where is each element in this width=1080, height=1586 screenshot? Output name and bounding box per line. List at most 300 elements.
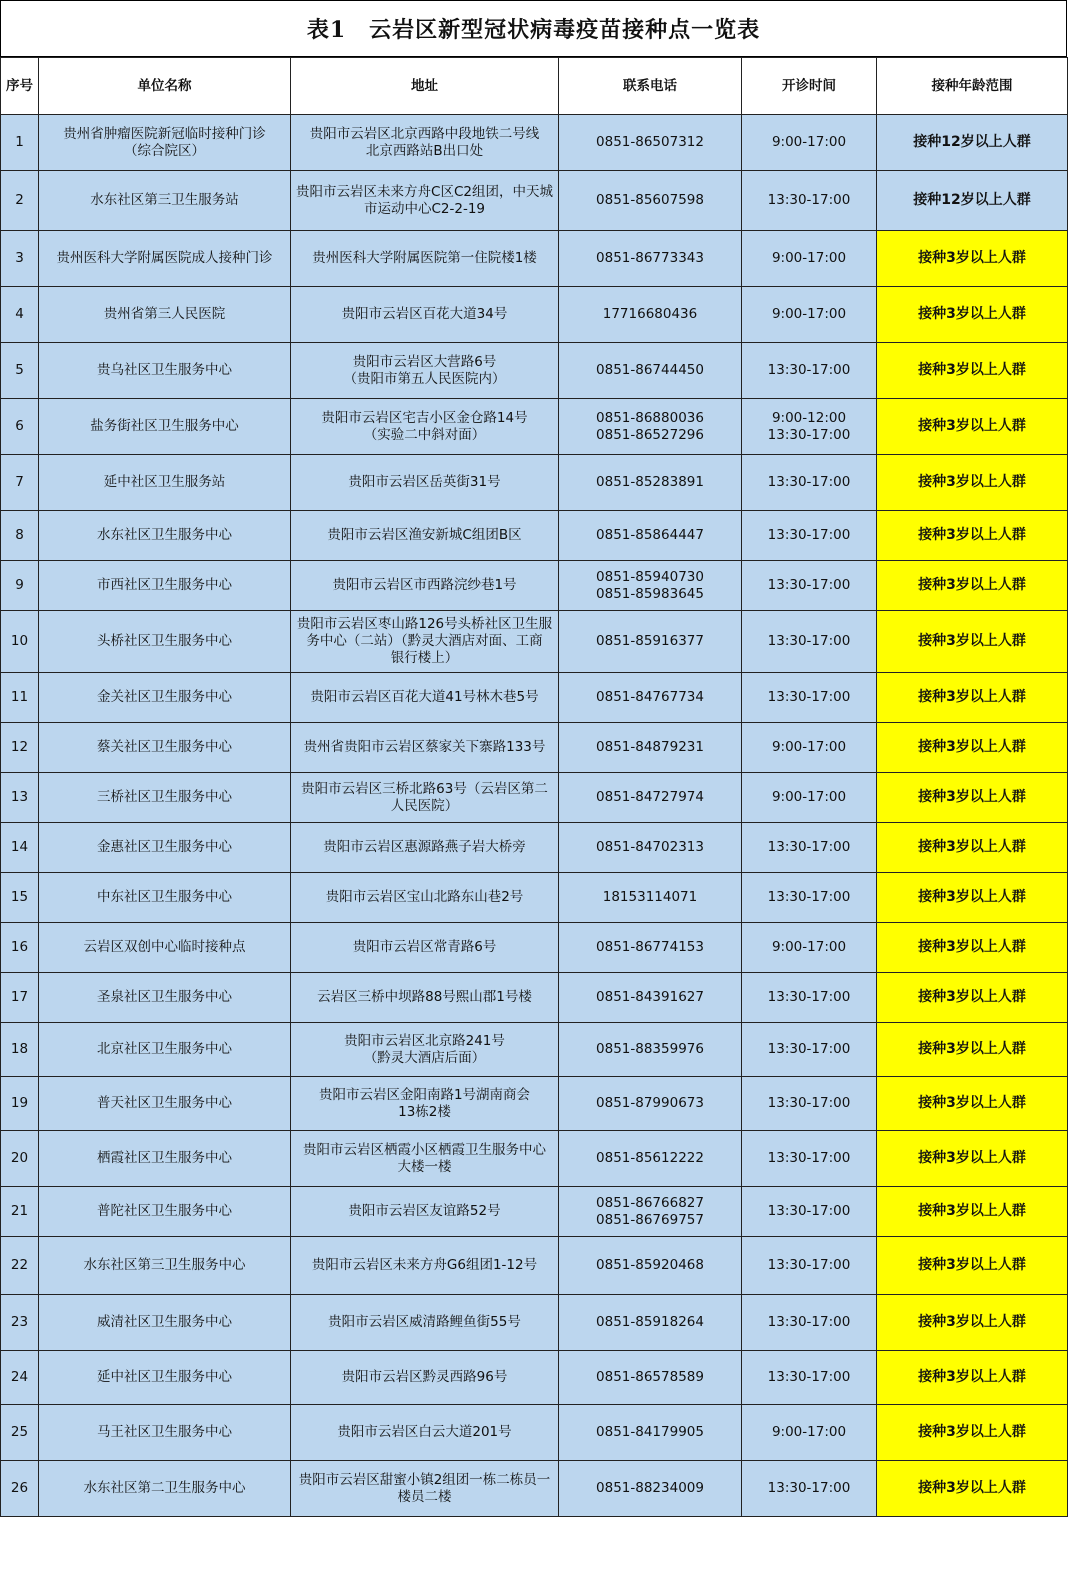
cell-unit-name-line: 蔡关社区卫生服务中心	[97, 739, 232, 755]
cell-hours-line: 13:30-17:00	[767, 1150, 851, 1166]
cell-hours-line: 13:30-17:00	[767, 362, 851, 378]
cell-hours-line: 9:00-17:00	[771, 306, 847, 322]
cell-phone-line: 0851-85607598	[596, 192, 704, 208]
cell-unit-name-line: 北京社区卫生服务中心	[97, 1041, 232, 1057]
cell-address-line: （黔灵大酒店后面）	[363, 1049, 486, 1066]
cell-hours	[742, 1023, 877, 1077]
cell-phone	[559, 611, 742, 673]
cell-age-range: 接种12岁以上人群	[877, 115, 1068, 171]
cell-index: 15	[1, 873, 39, 923]
table-row	[1, 1405, 1068, 1461]
cell-address	[291, 923, 559, 973]
cell-index: 10	[1, 611, 39, 673]
header-address: 地址	[291, 58, 559, 115]
cell-hours	[742, 171, 877, 231]
cell-address-line: 贵阳市云岩区北京西路中段地铁二号线	[309, 125, 540, 142]
cell-age-range: 接种3岁以上人群	[877, 287, 1068, 343]
table-row	[1, 923, 1068, 973]
cell-hours	[742, 923, 877, 973]
cell-hours	[742, 511, 877, 561]
cell-address-line: 贵阳市云岩区百花大道34号	[341, 306, 508, 322]
cell-unit-name-line: 圣泉社区卫生服务中心	[97, 989, 232, 1005]
cell-unit-name	[39, 1405, 291, 1461]
cell-hours	[742, 1295, 877, 1351]
cell-index: 2	[1, 171, 39, 231]
cell-index: 13	[1, 773, 39, 823]
cell-phone-line: 0851-86774153	[596, 939, 704, 955]
cell-address	[291, 1405, 559, 1461]
cell-phone	[559, 511, 742, 561]
cell-phone-line: 0851-86578589	[596, 1369, 704, 1385]
cell-hours-line: 13:30-17:00	[767, 527, 851, 543]
cell-hours	[742, 1187, 877, 1237]
cell-hours-line: 13:30-17:00	[767, 1314, 851, 1330]
cell-index: 8	[1, 511, 39, 561]
cell-hours	[742, 1405, 877, 1461]
cell-age-range: 接种3岁以上人群	[877, 1187, 1068, 1237]
cell-unit-name	[39, 1131, 291, 1187]
cell-address-line: 北京西路站B出口处	[365, 142, 484, 159]
cell-unit-name-line: 三桥社区卫生服务中心	[97, 789, 232, 805]
cell-phone-line: 0851-84391627	[596, 989, 704, 1005]
cell-address-line: 贵阳市云岩区白云大道201号	[337, 1424, 512, 1440]
cell-phone-line: 0851-85920468	[596, 1257, 704, 1273]
cell-age-range: 接种3岁以上人群	[877, 1023, 1068, 1077]
cell-unit-name	[39, 873, 291, 923]
cell-unit-name-line: （综合院区）	[124, 142, 205, 159]
cell-phone	[559, 1077, 742, 1131]
cell-address-line: 贵阳市云岩区大营路6号	[352, 353, 497, 370]
cell-address-line: 人民医院）	[390, 797, 459, 814]
cell-phone-line: 0851-86766827	[596, 1194, 704, 1211]
cell-address-line: 13栋2楼	[398, 1103, 451, 1120]
cell-address-line: 贵阳市云岩区栖霞小区栖霞卫生服务中心	[303, 1141, 546, 1158]
cell-unit-name	[39, 823, 291, 873]
header-age-range: 接种年龄范围	[877, 58, 1068, 115]
cell-address-line: 银行楼上）	[390, 650, 459, 666]
cell-address	[291, 561, 559, 611]
cell-phone-line: 0851-85983645	[596, 585, 704, 602]
table-title: 表1 云岩区新型冠状病毒疫苗接种点一览表	[0, 0, 1067, 57]
cell-unit-name	[39, 287, 291, 343]
table-row	[1, 171, 1068, 231]
cell-index: 17	[1, 973, 39, 1023]
cell-address-line: 贵阳市云岩区威清路鲤鱼街55号	[328, 1314, 521, 1330]
cell-phone	[559, 115, 742, 171]
cell-phone-line: 18153114071	[602, 889, 698, 905]
cell-address-line: 楼员二楼	[397, 1488, 452, 1505]
cell-address	[291, 873, 559, 923]
cell-address-line: 云岩区三桥中坝路88号熙山郡1号楼	[317, 989, 532, 1005]
cell-phone-line: 0851-84702313	[596, 839, 704, 855]
cell-address	[291, 611, 559, 673]
cell-phone-line: 0851-85916377	[596, 633, 704, 649]
cell-phone	[559, 873, 742, 923]
cell-hours-line: 13:30-17:00	[767, 1041, 851, 1057]
cell-unit-name	[39, 511, 291, 561]
cell-phone	[559, 823, 742, 873]
cell-address-line: 贵州省贵阳市云岩区蔡家关下寨路133号	[303, 739, 546, 755]
cell-unit-name	[39, 561, 291, 611]
cell-address-line: 贵阳市云岩区枣山路126号头桥社区卫生服	[296, 616, 553, 632]
cell-address-line: 贵阳市云岩区三桥北路63号（云岩区第二	[301, 780, 548, 797]
cell-address	[291, 171, 559, 231]
cell-hours	[742, 115, 877, 171]
cell-phone	[559, 1187, 742, 1237]
cell-phone-line: 17716680436	[602, 306, 698, 322]
cell-address	[291, 1351, 559, 1405]
cell-unit-name	[39, 343, 291, 399]
cell-hours-line: 13:30-17:00	[767, 839, 851, 855]
cell-index: 25	[1, 1405, 39, 1461]
table-row	[1, 873, 1068, 923]
cell-phone	[559, 455, 742, 511]
cell-address	[291, 823, 559, 873]
cell-phone-line: 0851-85918264	[596, 1314, 704, 1330]
cell-address	[291, 455, 559, 511]
cell-phone-line: 0851-84879231	[596, 739, 704, 755]
cell-address-line: （实验二中斜对面）	[363, 426, 486, 443]
cell-hours-line: 13:30-17:00	[767, 889, 851, 905]
cell-hours-line: 13:30-17:00	[767, 1203, 851, 1219]
table-row	[1, 399, 1068, 455]
cell-hours-line: 9:00-17:00	[771, 1424, 847, 1440]
cell-age-range: 接种3岁以上人群	[877, 455, 1068, 511]
cell-unit-name-line: 云岩区双创中心临时接种点	[83, 939, 246, 955]
cell-phone-line: 0851-85940730	[596, 568, 704, 585]
cell-unit-name-line: 贵州医科大学附属医院成人接种门诊	[56, 250, 273, 266]
cell-address	[291, 1461, 559, 1517]
cell-hours-line: 13:30-17:00	[767, 192, 851, 208]
cell-address-line: 务中心（二站）（黔灵大酒店对面、工商	[306, 633, 543, 649]
cell-hours-line: 13:30-17:00	[767, 1480, 851, 1496]
cell-address-line: 贵阳市云岩区友谊路52号	[348, 1203, 501, 1219]
cell-hours	[742, 399, 877, 455]
cell-address	[291, 115, 559, 171]
cell-unit-name-line: 水东社区卫生服务中心	[97, 527, 232, 543]
table-row	[1, 115, 1068, 171]
cell-age-range: 接种3岁以上人群	[877, 723, 1068, 773]
cell-age-range: 接种3岁以上人群	[877, 923, 1068, 973]
cell-hours	[742, 231, 877, 287]
cell-age-range: 接种3岁以上人群	[877, 1405, 1068, 1461]
cell-address-line: 贵阳市云岩区宝山北路东山巷2号	[325, 889, 524, 905]
cell-hours	[742, 561, 877, 611]
cell-address	[291, 723, 559, 773]
cell-address	[291, 1237, 559, 1295]
cell-index: 9	[1, 561, 39, 611]
cell-unit-name-line: 中东社区卫生服务中心	[97, 889, 232, 905]
cell-phone	[559, 1461, 742, 1517]
cell-unit-name-line: 市西社区卫生服务中心	[97, 577, 232, 593]
cell-hours	[742, 1237, 877, 1295]
cell-unit-name-line: 头桥社区卫生服务中心	[97, 633, 232, 649]
cell-index: 19	[1, 1077, 39, 1131]
cell-phone	[559, 1405, 742, 1461]
cell-index: 4	[1, 287, 39, 343]
cell-age-range: 接种3岁以上人群	[877, 399, 1068, 455]
cell-address-line: 贵阳市云岩区岳英街31号	[348, 474, 501, 490]
cell-unit-name-line: 盐务街社区卫生服务中心	[90, 418, 239, 434]
cell-phone	[559, 343, 742, 399]
header-phone: 联系电话	[559, 58, 742, 115]
cell-phone	[559, 773, 742, 823]
cell-age-range: 接种3岁以上人群	[877, 511, 1068, 561]
cell-hours	[742, 1461, 877, 1517]
table-row	[1, 823, 1068, 873]
table-row	[1, 287, 1068, 343]
cell-unit-name	[39, 673, 291, 723]
cell-address-line: 贵阳市云岩区渔安新城C组团B区	[327, 527, 522, 543]
cell-unit-name	[39, 231, 291, 287]
cell-phone	[559, 723, 742, 773]
cell-address-line: 大楼一楼	[397, 1158, 452, 1175]
header-hours: 开诊时间	[742, 58, 877, 115]
cell-address-line: 贵阳市云岩区惠源路燕子岩大桥旁	[323, 839, 526, 855]
cell-unit-name-line: 水东社区第三卫生服务中心	[83, 1257, 246, 1273]
cell-unit-name-line: 延中社区卫生服务中心	[97, 1369, 232, 1385]
cell-index: 1	[1, 115, 39, 171]
cell-unit-name	[39, 1023, 291, 1077]
cell-address-line: 贵阳市云岩区未来方舟C区C2组团，中天城	[296, 183, 553, 200]
table-row	[1, 723, 1068, 773]
cell-phone-line: 0851-86527296	[596, 426, 704, 443]
cell-unit-name-line: 贵乌社区卫生服务中心	[97, 362, 232, 378]
cell-unit-name-line: 普陀社区卫生服务中心	[97, 1203, 232, 1219]
cell-unit-name-line: 水东社区第三卫生服务站	[90, 192, 239, 208]
cell-index: 14	[1, 823, 39, 873]
cell-hours-line: 9:00-17:00	[771, 739, 847, 755]
cell-hours-line: 13:30-17:00	[767, 689, 851, 705]
cell-hours	[742, 873, 877, 923]
table-row	[1, 1237, 1068, 1295]
cell-hours-line: 9:00-12:00	[771, 409, 847, 426]
header-index: 序号	[1, 58, 39, 115]
cell-address-line: 贵阳市云岩区市西路浣纱巷1号	[332, 577, 517, 593]
cell-phone	[559, 673, 742, 723]
cell-address	[291, 1131, 559, 1187]
cell-address	[291, 973, 559, 1023]
cell-unit-name	[39, 1461, 291, 1517]
cell-hours-line: 13:30-17:00	[767, 577, 851, 593]
cell-address	[291, 1295, 559, 1351]
cell-address	[291, 231, 559, 287]
cell-phone	[559, 923, 742, 973]
cell-unit-name	[39, 1077, 291, 1131]
table-row	[1, 455, 1068, 511]
cell-phone-line: 0851-86880036	[596, 409, 704, 426]
header-unit-name: 单位名称	[39, 58, 291, 115]
cell-hours	[742, 287, 877, 343]
cell-phone-line: 0851-88359976	[596, 1041, 704, 1057]
table-row	[1, 1351, 1068, 1405]
cell-hours-line: 13:30-17:00	[767, 1369, 851, 1385]
cell-index: 26	[1, 1461, 39, 1517]
cell-age-range: 接种3岁以上人群	[877, 1461, 1068, 1517]
cell-phone	[559, 231, 742, 287]
cell-phone	[559, 973, 742, 1023]
cell-hours-line: 9:00-17:00	[771, 789, 847, 805]
cell-hours	[742, 1351, 877, 1405]
cell-age-range: 接种3岁以上人群	[877, 873, 1068, 923]
table-row	[1, 1023, 1068, 1077]
cell-phone	[559, 1351, 742, 1405]
cell-address-line: 贵阳市云岩区金阳南路1号湖南商会	[318, 1086, 531, 1103]
table-row	[1, 561, 1068, 611]
cell-unit-name	[39, 1187, 291, 1237]
cell-unit-name	[39, 723, 291, 773]
cell-hours	[742, 611, 877, 673]
cell-age-range: 接种3岁以上人群	[877, 231, 1068, 287]
cell-age-range: 接种3岁以上人群	[877, 1351, 1068, 1405]
cell-unit-name	[39, 455, 291, 511]
cell-phone	[559, 561, 742, 611]
cell-phone	[559, 1131, 742, 1187]
cell-address	[291, 1187, 559, 1237]
cell-hours	[742, 343, 877, 399]
cell-address-line: 贵阳市云岩区百花大道41号林木巷5号	[310, 689, 539, 705]
cell-hours	[742, 1077, 877, 1131]
cell-age-range: 接种3岁以上人群	[877, 343, 1068, 399]
cell-hours-line: 9:00-17:00	[771, 250, 847, 266]
cell-index: 16	[1, 923, 39, 973]
cell-phone-line: 0851-85864447	[596, 527, 704, 543]
cell-phone-line: 0851-84767734	[596, 689, 704, 705]
cell-address-line: 市运动中心C2-2-19	[363, 200, 486, 217]
cell-unit-name	[39, 923, 291, 973]
cell-unit-name-line: 马王社区卫生服务中心	[97, 1424, 232, 1440]
cell-address-line: 贵阳市云岩区未来方舟G6组团1-12号	[311, 1257, 538, 1273]
cell-unit-name	[39, 399, 291, 455]
cell-unit-name	[39, 1237, 291, 1295]
cell-hours-line: 13:30-17:00	[767, 633, 851, 649]
cell-hours-line: 13:30-17:00	[767, 989, 851, 1005]
cell-phone-line: 0851-85283891	[596, 474, 704, 490]
cell-phone-line: 0851-84179905	[596, 1424, 704, 1440]
cell-unit-name-line: 金关社区卫生服务中心	[97, 689, 232, 705]
cell-age-range: 接种3岁以上人群	[877, 1295, 1068, 1351]
cell-phone	[559, 399, 742, 455]
cell-age-range: 接种3岁以上人群	[877, 1077, 1068, 1131]
cell-address	[291, 399, 559, 455]
cell-hours-line: 9:00-17:00	[771, 134, 847, 150]
cell-hours	[742, 1131, 877, 1187]
cell-hours	[742, 973, 877, 1023]
cell-unit-name-line: 水东社区第二卫生服务中心	[83, 1480, 246, 1496]
cell-unit-name	[39, 611, 291, 673]
cell-phone-line: 0851-85612222	[596, 1150, 704, 1166]
cell-age-range: 接种3岁以上人群	[877, 673, 1068, 723]
table-row	[1, 1461, 1068, 1517]
cell-index: 23	[1, 1295, 39, 1351]
table-row	[1, 1187, 1068, 1237]
cell-age-range: 接种3岁以上人群	[877, 611, 1068, 673]
cell-phone-line: 0851-86507312	[596, 134, 704, 150]
cell-address-line: 贵阳市云岩区甜蜜小镇2组团一栋二栋员一	[298, 1471, 551, 1488]
cell-age-range: 接种3岁以上人群	[877, 561, 1068, 611]
cell-phone	[559, 1295, 742, 1351]
table-row	[1, 343, 1068, 399]
cell-index: 18	[1, 1023, 39, 1077]
cell-index: 11	[1, 673, 39, 723]
table-row	[1, 973, 1068, 1023]
cell-index: 21	[1, 1187, 39, 1237]
cell-unit-name-line: 延中社区卫生服务站	[103, 474, 226, 490]
cell-phone-line: 0851-88234009	[596, 1480, 704, 1496]
cell-hours	[742, 455, 877, 511]
cell-phone-line: 0851-86769757	[596, 1211, 704, 1228]
cell-hours	[742, 823, 877, 873]
cell-hours-line: 9:00-17:00	[771, 939, 847, 955]
cell-address-line: 贵州医科大学附属医院第一住院楼1楼	[312, 250, 537, 266]
cell-phone	[559, 1237, 742, 1295]
cell-index: 12	[1, 723, 39, 773]
cell-index: 5	[1, 343, 39, 399]
header-row	[1, 58, 1068, 115]
cell-unit-name-line: 贵州省第三人民医院	[103, 306, 226, 322]
cell-hours	[742, 723, 877, 773]
cell-unit-name-line: 贵州省肿瘤医院新冠临时接种门诊	[63, 125, 266, 142]
table-row	[1, 511, 1068, 561]
cell-address-line: 贵阳市云岩区常青路6号	[352, 939, 497, 955]
cell-unit-name-line: 普天社区卫生服务中心	[97, 1095, 232, 1111]
table-row	[1, 231, 1068, 287]
cell-hours	[742, 673, 877, 723]
cell-age-range: 接种3岁以上人群	[877, 1237, 1068, 1295]
cell-address-line: 贵阳市云岩区黔灵西路96号	[341, 1369, 508, 1385]
cell-phone-line: 0851-86773343	[596, 250, 704, 266]
cell-unit-name	[39, 1295, 291, 1351]
cell-index: 7	[1, 455, 39, 511]
cell-unit-name	[39, 773, 291, 823]
vaccination-sites-table	[0, 57, 1068, 1517]
cell-unit-name	[39, 115, 291, 171]
cell-index: 20	[1, 1131, 39, 1187]
table-row	[1, 1131, 1068, 1187]
cell-unit-name	[39, 171, 291, 231]
table-row	[1, 1295, 1068, 1351]
table-row	[1, 773, 1068, 823]
cell-unit-name-line: 栖霞社区卫生服务中心	[97, 1150, 232, 1166]
cell-phone-line: 0851-84727974	[596, 789, 704, 805]
cell-age-range: 接种3岁以上人群	[877, 1131, 1068, 1187]
cell-hours-line: 13:30-17:00	[767, 1095, 851, 1111]
cell-unit-name	[39, 1351, 291, 1405]
cell-index: 3	[1, 231, 39, 287]
cell-address-line: 贵阳市云岩区北京路241号	[344, 1032, 505, 1049]
cell-phone-line: 0851-87990673	[596, 1095, 704, 1111]
cell-address	[291, 1023, 559, 1077]
cell-index: 22	[1, 1237, 39, 1295]
cell-unit-name	[39, 973, 291, 1023]
cell-index: 24	[1, 1351, 39, 1405]
cell-address	[291, 343, 559, 399]
cell-age-range: 接种3岁以上人群	[877, 823, 1068, 873]
cell-phone	[559, 171, 742, 231]
cell-address	[291, 773, 559, 823]
cell-address	[291, 1077, 559, 1131]
cell-hours-line: 13:30-17:00	[767, 1257, 851, 1273]
cell-address-line: 贵阳市云岩区宅吉小区金仓路14号	[321, 409, 528, 426]
cell-unit-name-line: 金惠社区卫生服务中心	[97, 839, 232, 855]
cell-age-range: 接种12岁以上人群	[877, 171, 1068, 231]
cell-phone	[559, 287, 742, 343]
cell-age-range: 接种3岁以上人群	[877, 973, 1068, 1023]
cell-hours	[742, 773, 877, 823]
cell-hours-line: 13:30-17:00	[767, 426, 851, 443]
cell-index: 6	[1, 399, 39, 455]
table-row	[1, 1077, 1068, 1131]
